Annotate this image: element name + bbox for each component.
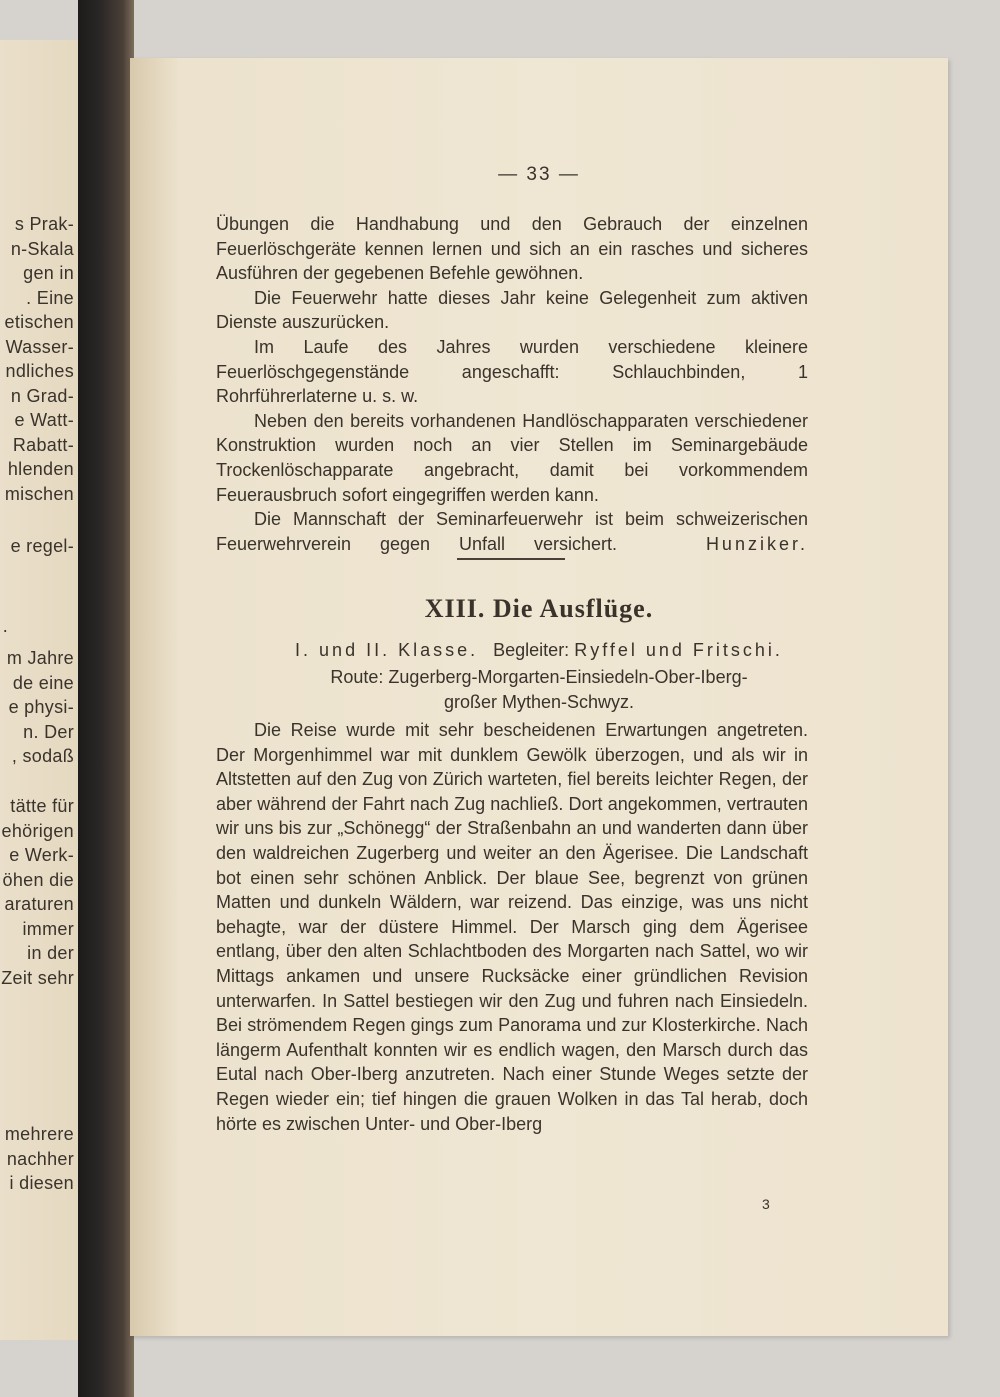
left-line: araturen	[4, 894, 74, 914]
left-line: mehrere	[4, 1124, 74, 1144]
class-label: I. und II. Klasse.	[295, 640, 479, 660]
left-line: de eine	[12, 672, 74, 693]
class-leaders-line	[130, 640, 948, 661]
left-line: ehörigen	[1, 820, 74, 841]
route-line: Route: Zugerberg-Morgarten-Einsiedeln-Ober-Iberg-	[330, 667, 748, 687]
left-line: Wasser-	[5, 336, 74, 357]
route	[130, 665, 948, 714]
left-line: öhen die	[2, 869, 74, 890]
paragraph: Im Laufe des Jahres wurden verschiedene kleinere Feuerlöschgegenstände angeschafft: Schlauchbinden, 1 Rohrführerlaterne u. s. w.	[216, 336, 808, 407]
left-line: mischen	[4, 483, 74, 504]
paragraph-with-signature	[216, 507, 808, 556]
section-divider	[457, 558, 565, 560]
paragraph: Die Feuerwehr hatte dieses Jahr keine Gelegenheit zum aktiven Dienste auszurücken.	[216, 287, 808, 333]
left-line: immer	[22, 918, 74, 939]
left-line: , sodaß	[11, 746, 74, 766]
left-line: Zeit sehr	[1, 967, 74, 988]
left-line: etischen	[4, 312, 74, 332]
leaders-names: Ryffel und Fritschi.	[574, 640, 783, 660]
left-line: ndliches	[5, 361, 74, 381]
left-line: hlenden	[7, 459, 74, 479]
paragraph: Die Reise wurde mit sehr bescheidenen Erwartungen angetreten. Der Morgenhimmel war mit dunklem Gewölk überzogen, und als wir in Altstetten auf den Zug von Zürich warteten, fiel bereits leichter Regen, der aber während der Fahrt nach Zug nachließ. Dort angekommen, vertrauten wir uns bis zur „Schönegg“ der Straßenbahn an und wanderten dann über den waldreichen Zugerberg und weiter an den Ägerisee. Die Landschaft bot einen sehr schönen Anblick. Der blaue See, begrenzt von grünen Matten und dunkeln Wäldern, war reizend. Das einzige, was uns nicht behagte, war der düstere Himmel. Der Marsch ging dem Ägerisee entlang, über den alten Schlachtboden des Morgarten nach Sattel, wo wir Mittags ankamen und unsere Rucksäcke einer gründlichen Revision unterwarfen. In Sattel bestiegen wir den Zug und fuhren nach Einsiedeln. Bei strömendem Regen gings zum Panorama und zur Klosterkirche. Nach längerm Aufenthalt konnten wir es endlich wagen, den Marsch durch das Eutal nach Ober-Iberg anzutreten. Nach einer Stunde Weges setzte der Regen wieder ein; tief hingen die grauen Wolken in das Tal herab, doch hörte es zwischen Unter- und Ober-Iberg	[216, 720, 808, 1134]
left-line: in der	[27, 943, 74, 963]
right-page	[130, 58, 948, 1336]
left-line: e Werk-	[9, 845, 74, 865]
left-line: e regel-	[10, 536, 74, 556]
left-line: nachher	[6, 1148, 74, 1169]
left-line: i diesen	[9, 1173, 74, 1193]
leaders-label: Begleiter:	[493, 640, 570, 660]
left-line: Rabatt-	[12, 434, 74, 455]
section-xii-text	[216, 212, 808, 556]
route-line: großer Mythen-Schwyz.	[443, 691, 635, 712]
left-line: e physi-	[8, 697, 74, 717]
left-line: n Grad-	[10, 385, 74, 406]
chapter-title: XIII. Die Ausflüge.	[424, 594, 654, 623]
left-line: n-Skala	[10, 238, 74, 259]
paragraph: Neben den bereits vorhandenen Handlöschapparaten verschiedener Konstruktion wurden noch an vier Stellen im Seminargebäude Trockenlöschapparate angebracht, damit bei vorkommendem Feuerausbruch sofort eingegriffen werden kann.	[216, 410, 808, 505]
page-number: — 33 —	[498, 164, 580, 185]
sheet-signature-number: 3	[762, 1196, 770, 1212]
book-spine	[78, 0, 134, 1397]
left-line: gen in	[23, 263, 74, 283]
left-line: tätte für	[10, 796, 74, 816]
left-line: . Eine	[26, 287, 74, 308]
section-xiii-text	[216, 718, 808, 1136]
left-line: n. Der	[23, 721, 74, 742]
left-line: s Prak-	[14, 214, 74, 234]
paragraph: Übungen die Handhabung und den Gebrauch der einzelnen Feuerlöschgeräte kennen lernen und sich an ein rasches und sicheres Ausführen der gegebenen Befehle gewöhnen.	[216, 214, 808, 284]
paragraph-text: Die Mannschaft der Seminarfeuerwehr ist beim schweizerischen Feuerwehrverein gegen Unfall versichert.	[216, 509, 808, 554]
left-line: e Watt-	[14, 410, 74, 430]
left-line: m Jahre	[6, 648, 74, 668]
left-line: .	[2, 616, 8, 636]
signature: Hunziker.	[705, 533, 808, 554]
